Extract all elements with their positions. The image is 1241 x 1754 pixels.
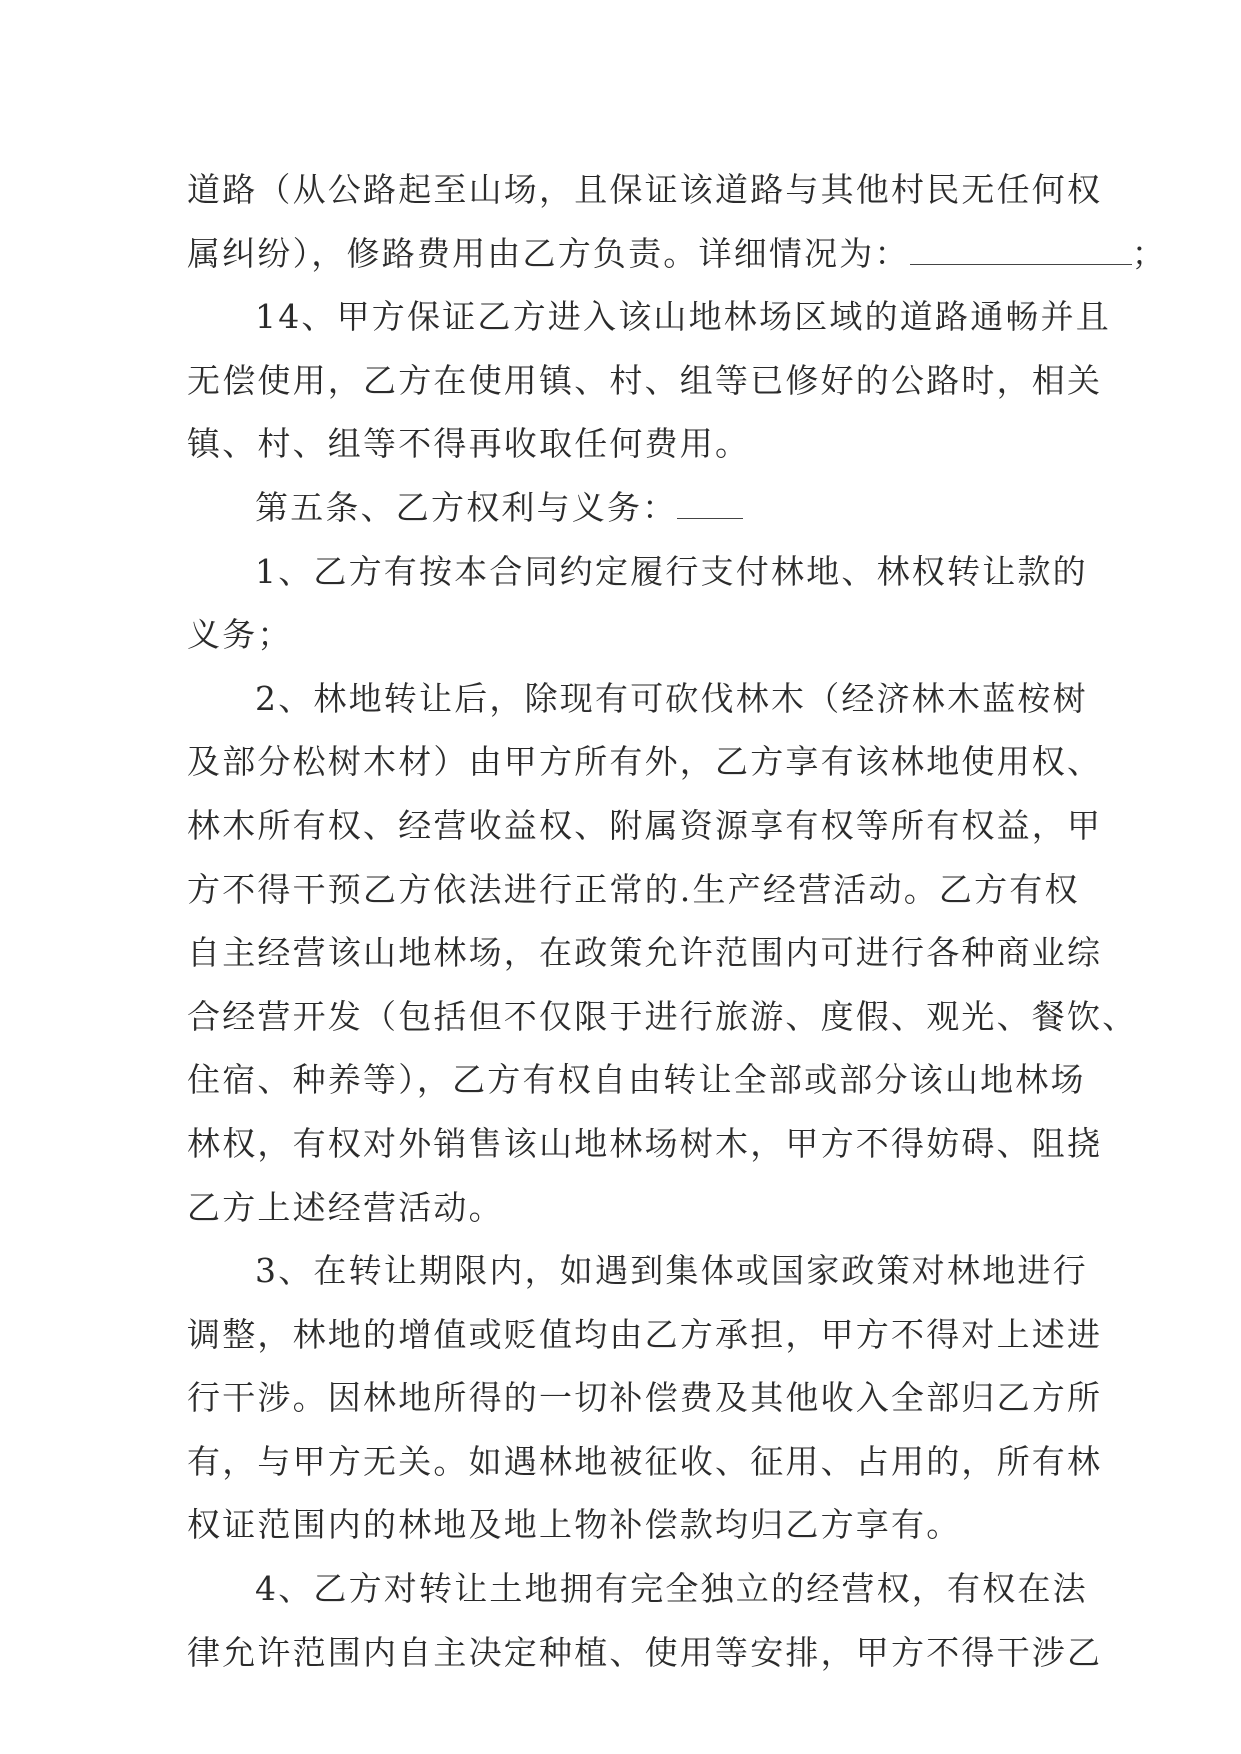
text-line: 有，与甲方无关。如遇林地被征收、征用、占用的，所有林 <box>187 1441 1103 1481</box>
item-2-first-line: 2、林地转让后，除现有可砍伐林木（经济林木蓝桉树 <box>255 678 1088 718</box>
article-5-heading-text: 第五条、乙方权利与义务： <box>255 487 678 527</box>
text-line-content: 属纠纷），修路费用由乙方负责。详细情况为： <box>187 233 910 273</box>
text-line: 乙方上述经营活动。 <box>187 1187 504 1227</box>
text-line-suffix: ； <box>1131 233 1167 273</box>
text-line: 权证范围内的林地及地上物补偿款均归乙方享有。 <box>187 1505 962 1545</box>
text-line: 合经营开发（包括但不仅限于进行旅游、度假、观光、餐饮、 <box>187 996 1138 1036</box>
text-line: 道路（从公路起至山场，且保证该道路与其他村民无任何权 <box>187 170 1103 209</box>
text-line: 调整，林地的增值或贬值均由乙方承担，甲方不得对上述进 <box>187 1314 1103 1354</box>
contract-body <box>187 158 1167 1684</box>
text-line: 义务； <box>187 615 293 655</box>
text-line: 及部分松树木材）由甲方所有外，乙方享有该林地使用权、 <box>187 742 1103 782</box>
fill-in-blank <box>677 490 743 519</box>
text-line: 住宿、种养等），乙方有权自由转让全部或部分该山地林场 <box>187 1060 1086 1100</box>
text-line: 方不得干预乙方依法进行正常的.生产经营活动。乙方有权 <box>187 869 1080 909</box>
text-line: 林木所有权、经营收益权、附属资源享有权等所有权益，甲 <box>187 805 1103 845</box>
text-line <box>187 222 1167 286</box>
text-line: 律允许范围内自主决定种植、使用等安排，甲方不得干涉乙 <box>187 1632 1103 1672</box>
text-line: 无偿使用，乙方在使用镇、村、组等已修好的公路时，相关 <box>187 360 1103 400</box>
clause-14-first-line: 14、甲方保证乙方进入该山地林场区域的道路通畅并且 <box>255 297 1111 337</box>
text-line: 自主经营该山地林场，在政策允许范围内可进行各种商业综 <box>187 933 1103 973</box>
text-line: 镇、村、组等不得再收取任何费用。 <box>187 424 751 464</box>
text-line: 行干涉。因林地所得的一切补偿费及其他收入全部归乙方所 <box>187 1378 1103 1418</box>
item-4-first-line: 4、乙方对转让土地拥有完全独立的经营权，有权在法 <box>255 1569 1088 1609</box>
fill-in-blank <box>910 236 1132 265</box>
text-line: 林权，有权对外销售该山地林场树木，甲方不得妨碍、阻挠 <box>187 1123 1103 1163</box>
item-3-first-line: 3、在转让期限内，如遇到集体或国家政策对林地进行 <box>255 1251 1088 1291</box>
item-1-first-line: 1、乙方有按本合同约定履行支付林地、林权转让款的 <box>255 551 1088 591</box>
article-5-heading <box>187 476 1067 540</box>
